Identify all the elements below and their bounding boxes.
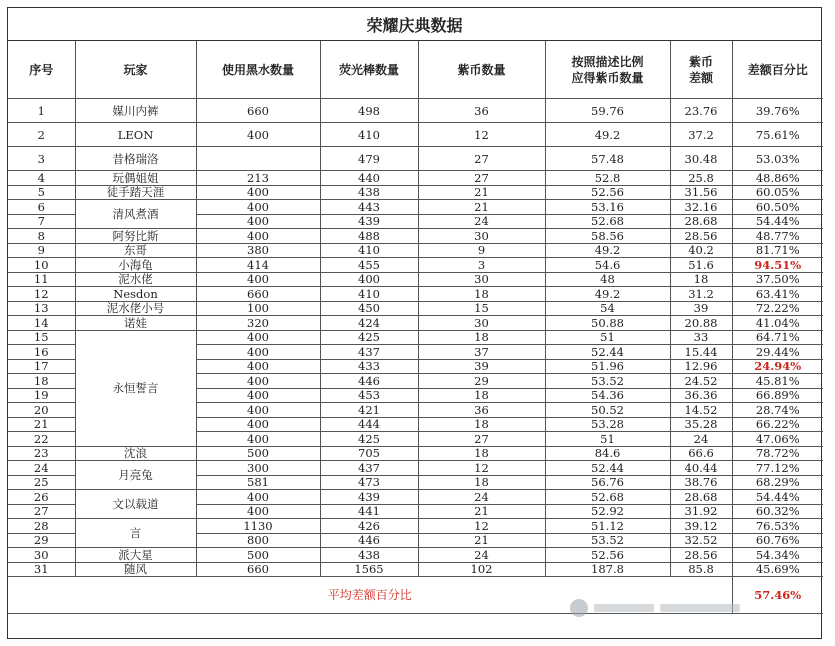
glow-stick-count: 425 <box>320 330 418 345</box>
coin-diff: 39 <box>670 301 732 316</box>
coin-diff: 33 <box>670 330 732 345</box>
black-water-count: 400 <box>196 403 320 418</box>
coin-diff: 20.88 <box>670 316 732 331</box>
purple-coin-count: 29 <box>418 374 545 389</box>
purple-coin-count: 21 <box>418 185 545 200</box>
expected-coin: 56.76 <box>545 475 670 490</box>
table-row <box>8 461 823 476</box>
purple-coin-count: 24 <box>418 548 545 563</box>
glow-stick-count: 421 <box>320 403 418 418</box>
coin-diff: 31.56 <box>670 185 732 200</box>
glow-stick-count: 437 <box>320 345 418 360</box>
black-water-count: 581 <box>196 475 320 490</box>
table-row <box>8 229 823 244</box>
header-player: 玩家 <box>75 41 196 99</box>
diff-percent: 48.86% <box>732 171 823 186</box>
table-row <box>8 243 823 258</box>
row-no: 25 <box>8 475 75 490</box>
row-no: 23 <box>8 446 75 461</box>
glow-stick-count: 410 <box>320 287 418 302</box>
coin-diff: 51.6 <box>670 258 732 273</box>
player-name: 阿努比斯 <box>75 229 196 244</box>
diff-percent: 39.76% <box>732 99 823 123</box>
coin-diff: 25.8 <box>670 171 732 186</box>
black-water-count: 400 <box>196 388 320 403</box>
glow-stick-count: 425 <box>320 432 418 447</box>
purple-coin-count: 18 <box>418 417 545 432</box>
coin-diff: 38.76 <box>670 475 732 490</box>
average-label: 平均差额百分比 <box>8 577 732 614</box>
header-expected-coin: 按照描述比例 应得紫币数量 <box>545 41 670 99</box>
coin-diff: 32.52 <box>670 533 732 548</box>
expected-coin: 51.96 <box>545 359 670 374</box>
glow-stick-count: 488 <box>320 229 418 244</box>
expected-coin: 52.44 <box>545 345 670 360</box>
player-name: 媒川内裤 <box>75 99 196 123</box>
black-water-count: 400 <box>196 214 320 229</box>
header-purple-coin: 紫币数量 <box>418 41 545 99</box>
row-no: 14 <box>8 316 75 331</box>
black-water-count: 400 <box>196 345 320 360</box>
diff-percent: 54.44% <box>732 214 823 229</box>
header-coin-diff: 紫币 差额 <box>670 41 732 99</box>
row-no: 28 <box>8 519 75 534</box>
expected-coin: 49.2 <box>545 287 670 302</box>
purple-coin-count: 21 <box>418 504 545 519</box>
player-name: 随风 <box>75 562 196 577</box>
glow-stick-count: 440 <box>320 171 418 186</box>
black-water-count <box>196 147 320 171</box>
player-name: 泥水佬 <box>75 272 196 287</box>
coin-diff: 14.52 <box>670 403 732 418</box>
watermark-blur <box>660 604 740 612</box>
expected-coin: 50.88 <box>545 316 670 331</box>
expected-coin: 52.56 <box>545 548 670 563</box>
purple-coin-count: 24 <box>418 214 545 229</box>
expected-coin: 53.16 <box>545 200 670 215</box>
black-water-count: 400 <box>196 417 320 432</box>
table-row <box>8 185 823 200</box>
glow-stick-count: 443 <box>320 200 418 215</box>
watermark-logo-icon <box>570 599 588 617</box>
glow-stick-count: 439 <box>320 490 418 505</box>
row-no: 6 <box>8 200 75 215</box>
coin-diff: 36.36 <box>670 388 732 403</box>
glow-stick-count: 1565 <box>320 562 418 577</box>
header-black-water: 使用黑水数量 <box>196 41 320 99</box>
expected-coin: 49.2 <box>545 123 670 147</box>
coin-diff: 12.96 <box>670 359 732 374</box>
diff-percent: 76.53% <box>732 519 823 534</box>
player-name: LEON <box>75 123 196 147</box>
purple-coin-count: 3 <box>418 258 545 273</box>
glow-stick-count: 453 <box>320 388 418 403</box>
purple-coin-count: 21 <box>418 200 545 215</box>
expected-coin: 49.2 <box>545 243 670 258</box>
diff-percent: 29.44% <box>732 345 823 360</box>
purple-coin-count: 27 <box>418 432 545 447</box>
coin-diff: 28.56 <box>670 548 732 563</box>
expected-coin: 53.52 <box>545 533 670 548</box>
expected-coin: 54.36 <box>545 388 670 403</box>
purple-coin-count: 21 <box>418 533 545 548</box>
watermark-blur <box>594 604 654 612</box>
purple-coin-count: 18 <box>418 388 545 403</box>
row-no: 19 <box>8 388 75 403</box>
black-water-count: 400 <box>196 272 320 287</box>
row-no: 11 <box>8 272 75 287</box>
table-row <box>8 519 823 534</box>
row-no: 31 <box>8 562 75 577</box>
diff-percent: 72.22% <box>732 301 823 316</box>
coin-diff: 85.8 <box>670 562 732 577</box>
table-row <box>8 490 823 505</box>
purple-coin-count: 12 <box>418 461 545 476</box>
table-row <box>8 258 823 273</box>
row-no: 16 <box>8 345 75 360</box>
coin-diff: 15.44 <box>670 345 732 360</box>
table-row <box>8 147 823 171</box>
purple-coin-count: 37 <box>418 345 545 360</box>
coin-diff: 31.2 <box>670 287 732 302</box>
diff-percent: 54.44% <box>732 490 823 505</box>
glow-stick-count: 446 <box>320 374 418 389</box>
glow-stick-count: 455 <box>320 258 418 273</box>
diff-percent: 28.74% <box>732 403 823 418</box>
purple-coin-count: 18 <box>418 475 545 490</box>
black-water-count: 400 <box>196 200 320 215</box>
expected-coin: 53.52 <box>545 374 670 389</box>
black-water-count: 400 <box>196 123 320 147</box>
glow-stick-count: 498 <box>320 99 418 123</box>
row-no: 30 <box>8 548 75 563</box>
table-row <box>8 171 823 186</box>
glow-stick-count: 437 <box>320 461 418 476</box>
expected-coin: 51 <box>545 330 670 345</box>
glow-stick-count: 444 <box>320 417 418 432</box>
coin-diff: 31.92 <box>670 504 732 519</box>
row-no: 17 <box>8 359 75 374</box>
player-name: 沈浪 <box>75 446 196 461</box>
expected-coin: 54.6 <box>545 258 670 273</box>
row-no: 15 <box>8 330 75 345</box>
expected-coin: 52.68 <box>545 214 670 229</box>
table-row <box>8 287 823 302</box>
expected-coin: 51 <box>545 432 670 447</box>
black-water-count: 300 <box>196 461 320 476</box>
header-no: 序号 <box>8 41 75 99</box>
purple-coin-count: 36 <box>418 99 545 123</box>
coin-diff: 35.28 <box>670 417 732 432</box>
black-water-count: 500 <box>196 548 320 563</box>
coin-diff: 28.68 <box>670 490 732 505</box>
glow-stick-count: 400 <box>320 272 418 287</box>
purple-coin-count: 18 <box>418 330 545 345</box>
row-no: 9 <box>8 243 75 258</box>
glow-stick-count: 438 <box>320 548 418 563</box>
table-row <box>8 562 823 577</box>
diff-percent: 41.04% <box>732 316 823 331</box>
expected-coin: 54 <box>545 301 670 316</box>
player-name: 派大星 <box>75 548 196 563</box>
player-name: 清风煮酒 <box>75 200 196 229</box>
black-water-count: 660 <box>196 287 320 302</box>
header-row <box>8 41 823 99</box>
expected-coin: 84.6 <box>545 446 670 461</box>
diff-percent: 60.05% <box>732 185 823 200</box>
black-water-count: 414 <box>196 258 320 273</box>
black-water-count: 213 <box>196 171 320 186</box>
coin-diff: 28.56 <box>670 229 732 244</box>
glow-stick-count: 410 <box>320 123 418 147</box>
row-no: 12 <box>8 287 75 302</box>
purple-coin-count: 18 <box>418 446 545 461</box>
glow-stick-count: 473 <box>320 475 418 490</box>
expected-coin: 57.48 <box>545 147 670 171</box>
purple-coin-count: 24 <box>418 490 545 505</box>
coin-diff: 37.2 <box>670 123 732 147</box>
glow-stick-count: 410 <box>320 243 418 258</box>
diff-percent: 53.03% <box>732 147 823 171</box>
diff-percent: 45.69% <box>732 562 823 577</box>
glow-stick-count: 433 <box>320 359 418 374</box>
expected-coin: 50.52 <box>545 403 670 418</box>
purple-coin-count: 102 <box>418 562 545 577</box>
data-table <box>8 41 823 614</box>
purple-coin-count: 30 <box>418 316 545 331</box>
expected-coin: 48 <box>545 272 670 287</box>
black-water-count: 400 <box>196 330 320 345</box>
glow-stick-count: 424 <box>320 316 418 331</box>
table-row <box>8 446 823 461</box>
black-water-count: 400 <box>196 374 320 389</box>
watermark <box>570 597 810 619</box>
purple-coin-count: 30 <box>418 229 545 244</box>
coin-diff: 24 <box>670 432 732 447</box>
expected-coin: 51.12 <box>545 519 670 534</box>
diff-percent: 64.71% <box>732 330 823 345</box>
purple-coin-count: 39 <box>418 359 545 374</box>
expected-coin: 187.8 <box>545 562 670 577</box>
expected-coin: 52.68 <box>545 490 670 505</box>
row-no: 29 <box>8 533 75 548</box>
row-no: 8 <box>8 229 75 244</box>
coin-diff: 28.68 <box>670 214 732 229</box>
diff-percent: 54.34% <box>732 548 823 563</box>
purple-coin-count: 18 <box>418 287 545 302</box>
row-no: 21 <box>8 417 75 432</box>
glow-stick-count: 439 <box>320 214 418 229</box>
table-body <box>8 99 823 577</box>
player-name: 文以载道 <box>75 490 196 519</box>
table-row <box>8 548 823 563</box>
purple-coin-count: 30 <box>418 272 545 287</box>
expected-coin: 52.92 <box>545 504 670 519</box>
glow-stick-count: 479 <box>320 147 418 171</box>
coin-diff: 24.52 <box>670 374 732 389</box>
expected-coin: 52.56 <box>545 185 670 200</box>
player-name: 东哥 <box>75 243 196 258</box>
coin-diff: 40.2 <box>670 243 732 258</box>
row-no: 26 <box>8 490 75 505</box>
black-water-count: 660 <box>196 99 320 123</box>
header-diff-percent: 差额百分比 <box>732 41 823 99</box>
table-row <box>8 301 823 316</box>
black-water-count: 1130 <box>196 519 320 534</box>
black-water-count: 500 <box>196 446 320 461</box>
black-water-count: 400 <box>196 432 320 447</box>
table-row <box>8 99 823 123</box>
expected-coin: 52.8 <box>545 171 670 186</box>
black-water-count: 400 <box>196 185 320 200</box>
row-no: 18 <box>8 374 75 389</box>
row-no: 2 <box>8 123 75 147</box>
diff-percent: 66.22% <box>732 417 823 432</box>
header-glow-stick: 荧光棒数量 <box>320 41 418 99</box>
black-water-count: 800 <box>196 533 320 548</box>
black-water-count: 380 <box>196 243 320 258</box>
diff-percent: 45.81% <box>732 374 823 389</box>
coin-diff: 39.12 <box>670 519 732 534</box>
purple-coin-count: 27 <box>418 171 545 186</box>
coin-diff: 18 <box>670 272 732 287</box>
diff-percent: 37.50% <box>732 272 823 287</box>
glow-stick-count: 426 <box>320 519 418 534</box>
expected-coin: 58.56 <box>545 229 670 244</box>
diff-percent: 24.94% <box>732 359 823 374</box>
coin-diff: 66.6 <box>670 446 732 461</box>
glow-stick-count: 446 <box>320 533 418 548</box>
coin-diff: 23.76 <box>670 99 732 123</box>
table-row <box>8 200 823 215</box>
coin-diff: 32.16 <box>670 200 732 215</box>
player-name: 泥水佬小号 <box>75 301 196 316</box>
glow-stick-count: 441 <box>320 504 418 519</box>
purple-coin-count: 15 <box>418 301 545 316</box>
black-water-count: 100 <box>196 301 320 316</box>
row-no: 7 <box>8 214 75 229</box>
player-name: 小海龟 <box>75 258 196 273</box>
diff-percent: 60.32% <box>732 504 823 519</box>
purple-coin-count: 12 <box>418 123 545 147</box>
row-no: 20 <box>8 403 75 418</box>
diff-percent: 78.72% <box>732 446 823 461</box>
diff-percent: 47.06% <box>732 432 823 447</box>
player-name: 言 <box>75 519 196 548</box>
glow-stick-count: 705 <box>320 446 418 461</box>
diff-percent: 81.71% <box>732 243 823 258</box>
average-value: 57.46% <box>732 577 823 614</box>
row-no: 5 <box>8 185 75 200</box>
diff-percent: 60.50% <box>732 200 823 215</box>
row-no: 13 <box>8 301 75 316</box>
coin-diff: 40.44 <box>670 461 732 476</box>
black-water-count: 400 <box>196 490 320 505</box>
diff-percent: 60.76% <box>732 533 823 548</box>
black-water-count: 400 <box>196 359 320 374</box>
diff-percent: 63.41% <box>732 287 823 302</box>
row-no: 24 <box>8 461 75 476</box>
player-name: Nesdon <box>75 287 196 302</box>
player-name: 永恒誓言 <box>75 330 196 446</box>
purple-coin-count: 27 <box>418 147 545 171</box>
diff-percent: 66.89% <box>732 388 823 403</box>
player-name: 昔格瑞洛 <box>75 147 196 171</box>
diff-percent: 75.61% <box>732 123 823 147</box>
diff-percent: 68.29% <box>732 475 823 490</box>
table-row <box>8 123 823 147</box>
player-name: 玩偶姐姐 <box>75 171 196 186</box>
black-water-count: 400 <box>196 229 320 244</box>
expected-coin: 52.44 <box>545 461 670 476</box>
glow-stick-count: 450 <box>320 301 418 316</box>
table-row <box>8 330 823 345</box>
data-sheet <box>7 7 822 639</box>
expected-coin: 59.76 <box>545 99 670 123</box>
row-no: 27 <box>8 504 75 519</box>
black-water-count: 660 <box>196 562 320 577</box>
row-no: 10 <box>8 258 75 273</box>
player-name: 月亮兔 <box>75 461 196 490</box>
glow-stick-count: 438 <box>320 185 418 200</box>
diff-percent: 94.51% <box>732 258 823 273</box>
row-no: 22 <box>8 432 75 447</box>
row-no: 4 <box>8 171 75 186</box>
player-name: 诺娃 <box>75 316 196 331</box>
row-no: 3 <box>8 147 75 171</box>
diff-percent: 48.77% <box>732 229 823 244</box>
purple-coin-count: 12 <box>418 519 545 534</box>
purple-coin-count: 36 <box>418 403 545 418</box>
player-name: 徒手踏天涯 <box>75 185 196 200</box>
table-row <box>8 316 823 331</box>
expected-coin: 53.28 <box>545 417 670 432</box>
row-no: 1 <box>8 99 75 123</box>
sheet-title: 荣耀庆典数据 <box>8 8 821 41</box>
table-row <box>8 272 823 287</box>
black-water-count: 400 <box>196 504 320 519</box>
coin-diff: 30.48 <box>670 147 732 171</box>
black-water-count: 320 <box>196 316 320 331</box>
diff-percent: 77.12% <box>732 461 823 476</box>
purple-coin-count: 9 <box>418 243 545 258</box>
